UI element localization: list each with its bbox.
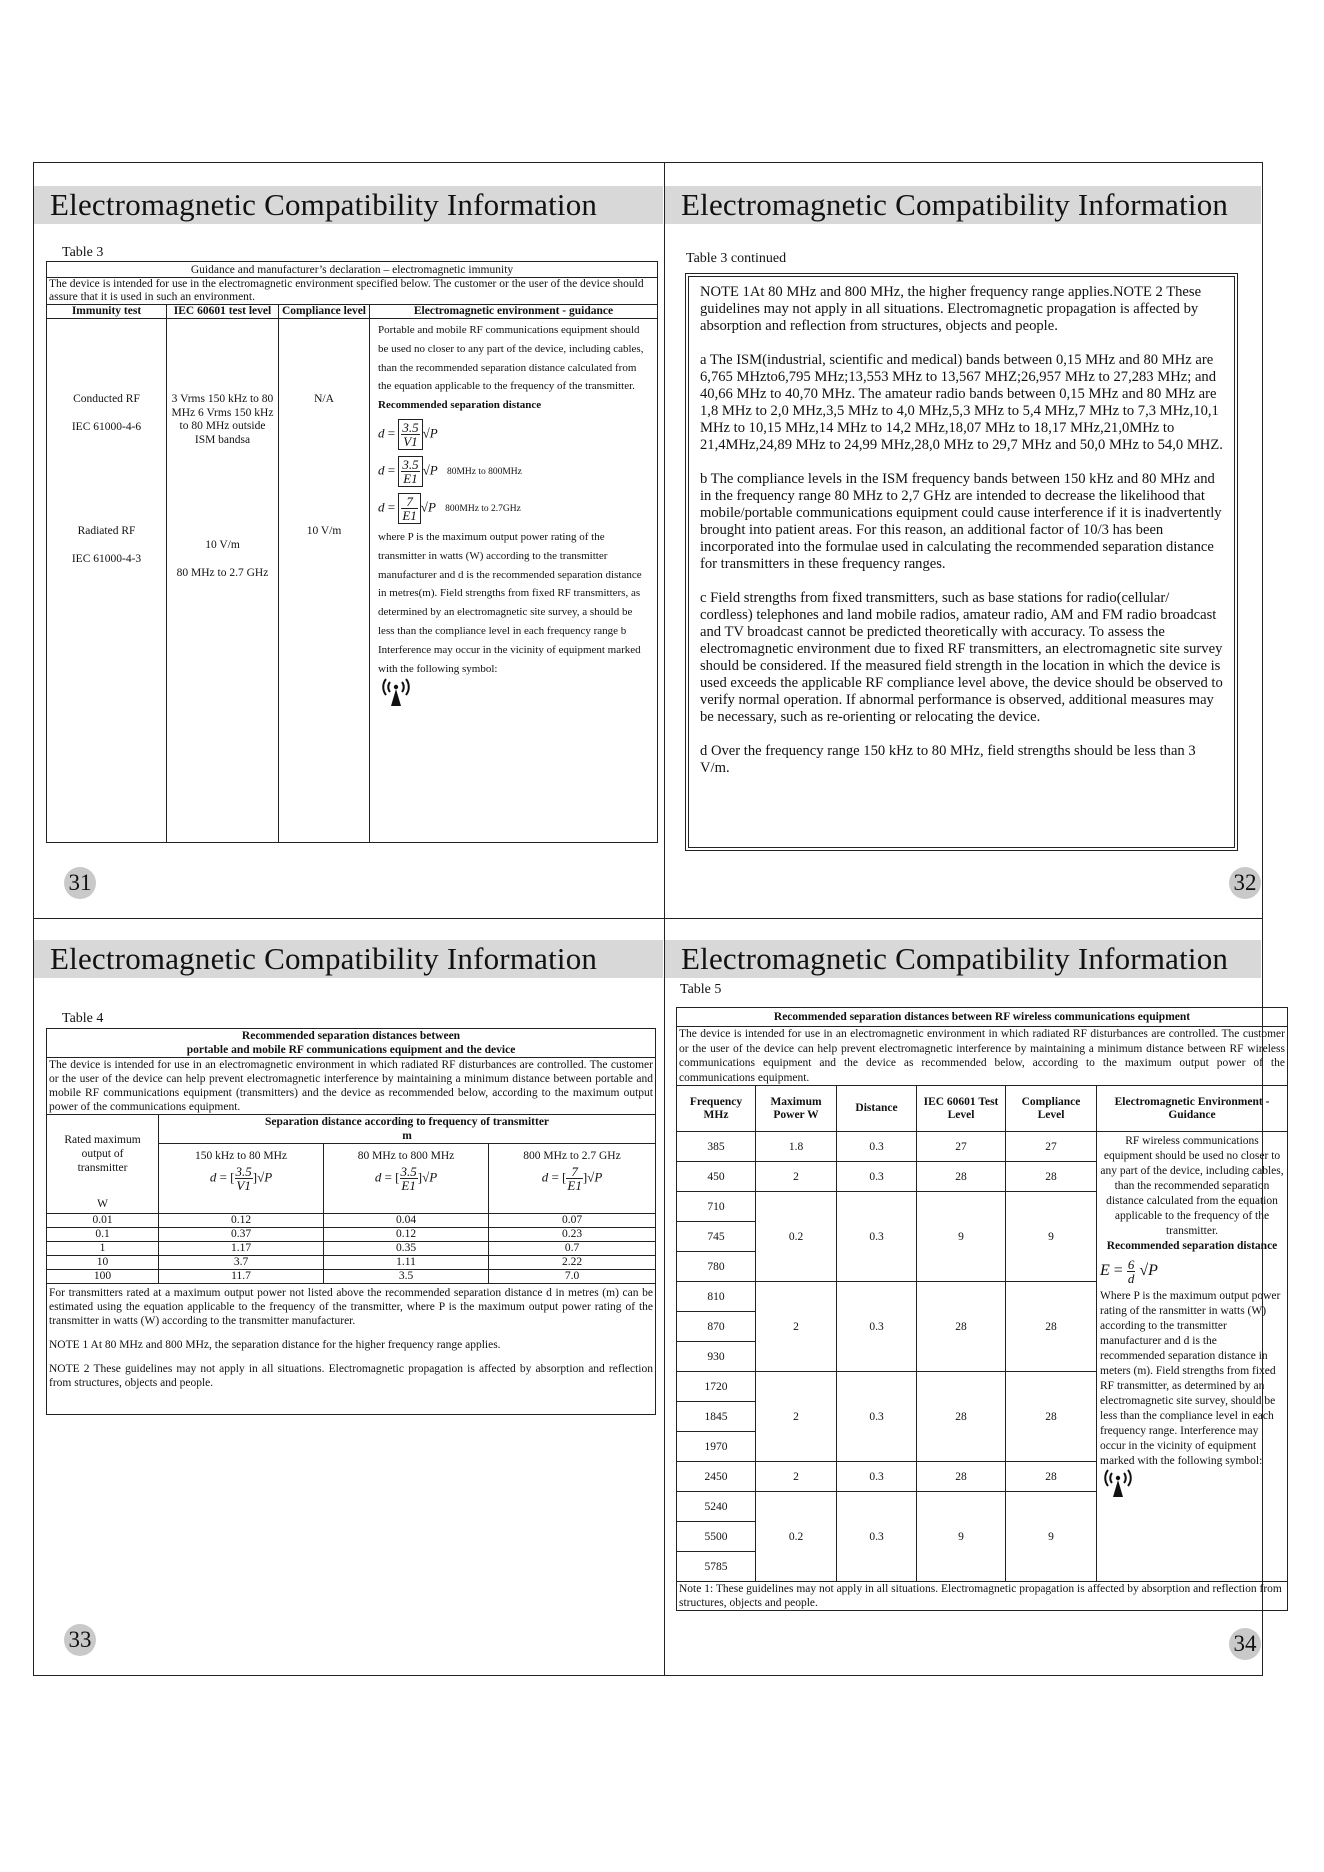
- conducted-level: 3 Vrms 150 kHz to 80 MHz 6 Vrms 150 kHz to 80 MHz outside ISM bandsa: [171, 393, 274, 446]
- formula-2: d = $\frac{3.5}{E1}$ √P 80MHz to 800MHz: [378, 456, 522, 486]
- page-number-32: 32: [1229, 867, 1261, 899]
- table5-compliance-cell: 28: [1006, 1162, 1097, 1192]
- table4-distance-cell: 7.0: [489, 1270, 656, 1284]
- table5-header-power: Maximum Power W: [756, 1086, 837, 1132]
- page-number-31: 31: [64, 867, 96, 899]
- note-d: d Over the frequency range 150 kHz to 80 MHz, field strengths should be less than 3 V/m.: [700, 743, 1196, 776]
- table3-notes-box: [685, 273, 1238, 851]
- table5-frequency-cell: 710: [677, 1192, 756, 1222]
- band-formula-3: d = [ $\frac{7}{E1}$ ]√P: [541, 1164, 603, 1193]
- table5-header-compliance: Compliance Level: [1006, 1086, 1097, 1132]
- table5-power-cell: 2: [756, 1372, 837, 1462]
- table4-row: [47, 1214, 656, 1228]
- table5-power-cell: 2: [756, 1162, 837, 1192]
- table5-test-cell: 28: [917, 1162, 1006, 1192]
- page-number-33: 33: [64, 1624, 96, 1656]
- table5-note: Note 1: These guidelines may not apply in all situations. Electromagnetic propagation is affected by absorption and reflection from structures, objects and people.: [677, 1582, 1288, 1611]
- banner-title-32: Electromagnetic Compatibility Information: [665, 186, 1261, 224]
- table5-compliance-cell: 28: [1006, 1462, 1097, 1492]
- sep-header: Separation distance according to frequency of transmitter: [264, 1116, 550, 1128]
- rec-sep-label: Recommended separation distance: [378, 399, 542, 412]
- table4-footer: For transmitters rated at a maximum output power not listed above the recommended separation distance d in metres (m) can be estimated using the equation applicable to the frequency of the transmitter, where P is the maximum output power rating of the transmitter in watts (W) according to the transmitter manufacturer.: [49, 1287, 653, 1327]
- band-formula-2: d = [ $\frac{3.5}{E1}$ ]√P: [374, 1164, 438, 1193]
- table3-header-guidance: Electromagnetic environment - guidance: [370, 305, 658, 319]
- table4-caption: Table 4: [62, 1011, 104, 1026]
- table5-compliance-cell: 9: [1006, 1492, 1097, 1582]
- table4-distance-cell: 0.04: [324, 1214, 489, 1228]
- table5-distance-cell: 0.3: [837, 1132, 917, 1162]
- table3-header-level: IEC 60601 test level: [167, 305, 279, 319]
- table4-row: [47, 1228, 656, 1242]
- table5-distance-cell: 0.3: [837, 1282, 917, 1372]
- table3-header-compliance: Compliance level: [279, 305, 370, 319]
- table4-distance-cell: 3.5: [324, 1270, 489, 1284]
- conducted-std: IEC 61000-4-6: [71, 421, 142, 433]
- table4-row: [47, 1256, 656, 1270]
- table5-frequency-cell: 810: [677, 1282, 756, 1312]
- table5-header-guidance: Electromagnetic Environment - Guidance: [1097, 1086, 1288, 1132]
- table4-power-cell: 1: [47, 1242, 159, 1256]
- table4-distance-cell: 1.11: [324, 1256, 489, 1270]
- horizontal-divider: [33, 918, 1263, 919]
- radiated-std: IEC 61000-4-3: [71, 553, 142, 565]
- banner-title-31: Electromagnetic Compatibility Information: [34, 186, 663, 224]
- table5-frequency-cell: 1845: [677, 1402, 756, 1432]
- table4-intro: The device is intended for use in an electromagnetic environment in which radiated RF disturbances are controlled. The customer or the user of the device can help prevent electromagnetic interference by maintaining a minimum distance between portable and mobile RF communications equipment (transmitters) and the device as recommended below, according to the maximum output power of the communications equipment.: [47, 1058, 656, 1115]
- table5-frequency-cell: 5500: [677, 1522, 756, 1552]
- table5-test-cell: 28: [917, 1462, 1006, 1492]
- table5-intro: The device is intended for use in an electromagnetic environment in which radiated RF disturbances are controlled. The customer or the user of the device can help prevent electromagnetic interference by maintaining a minimum distance between RF wireless communications equipment and the device as recommended below, according to the maximum output power of the communications equipment.: [677, 1027, 1288, 1086]
- formula-1: d = $\frac{3.5}{V1}$ √P: [378, 419, 438, 449]
- table4-distance-cell: 0.23: [489, 1228, 656, 1242]
- rated-label: Rated maximum output of transmitter: [64, 1134, 141, 1174]
- radiated-level: 10 V/m: [205, 539, 240, 551]
- table5-test-cell: 28: [917, 1282, 1006, 1372]
- rec-sep-label: Recommended separation distance: [1106, 1240, 1278, 1252]
- table4-distance-cell: 0.37: [159, 1228, 324, 1242]
- table5-guidance-cell: [1097, 1132, 1288, 1582]
- table5-header-frequency: Frequency MHz: [677, 1086, 756, 1132]
- table4-distance-cell: 0.12: [159, 1214, 324, 1228]
- page-number-34: 34: [1229, 1628, 1261, 1660]
- note-a: a The ISM(industrial, scientific and medical) bands between 0,15 MHz and 80 MHz are 6,765 MHzto6,795 MHz;13,553 MHz to 13,567 MHZ;26,957 MHz to 27,283 MHz; and 40,66 MHz to 40,70 MHz. The amateur radio bands between 0,15 MHz and 80 MHz are 1,8 MHz to 2,0 MHz,3,5 MHz to 4,0 MHz,5,3 MHz to 5,4 MHz,7 MHz to 7,3 MHz,10,1 MHz to 10,15 MHz,14 MHz to 14,2 MHz,18,07 MHz to 18,17 MHz,21,0MHz to 21,4MHz,24,89 MHz to 24,99 MHz,28,0 MHz to 29,7 MHz and 50,0 MHz to 54,0 MHZ.: [700, 352, 1223, 453]
- table3: [46, 261, 658, 843]
- radiated-range: 80 MHz to 2.7 GHz: [176, 567, 269, 579]
- table3-continued-caption: Table 3 continued: [686, 251, 787, 266]
- table5-row: [677, 1132, 1288, 1162]
- table5-compliance-cell: 9: [1006, 1192, 1097, 1282]
- table4-power-cell: 0.1: [47, 1228, 159, 1242]
- table5-frequency-cell: 1970: [677, 1432, 756, 1462]
- table5-compliance-cell: 28: [1006, 1282, 1097, 1372]
- vertical-divider: [664, 162, 665, 1676]
- table5-frequency-cell: 5785: [677, 1552, 756, 1582]
- table5-frequency-cell: 5240: [677, 1492, 756, 1522]
- table5-distance-cell: 0.3: [837, 1372, 917, 1462]
- table5-frequency-cell: 450: [677, 1162, 756, 1192]
- table4-power-cell: 100: [47, 1270, 159, 1284]
- table4-distance-cell: 0.35: [324, 1242, 489, 1256]
- banner-title-34: Electromagnetic Compatibility Information: [665, 940, 1261, 978]
- formula-e: E = $\frac{6}{d}$ √P: [1100, 1257, 1158, 1286]
- table4-row: [47, 1242, 656, 1256]
- formula-3: d = $\frac{7}{E1}$ √P 800MHz to 2.7GHz: [378, 493, 521, 523]
- table5-caption: Table 5: [680, 982, 722, 997]
- table5-distance-cell: 0.3: [837, 1492, 917, 1582]
- band-3: 800 MHz to 2.7 GHz: [523, 1150, 621, 1162]
- table4-distance-cell: 0.7: [489, 1242, 656, 1256]
- table5-power-cell: 1.8: [756, 1132, 837, 1162]
- table5-distance-cell: 0.3: [837, 1462, 917, 1492]
- table5-compliance-cell: 28: [1006, 1372, 1097, 1462]
- table3-header-test: Immunity test: [47, 305, 167, 319]
- table5-test-cell: 28: [917, 1372, 1006, 1462]
- conducted-compliance: N/A: [314, 393, 334, 405]
- table5-power-cell: 0.2: [756, 1492, 837, 1582]
- note-b: b The compliance levels in the ISM frequency bands between 150 kHz and 80 MHz and in the frequency range 80 MHz to 2,7 GHz are intended to decrease the likelihood that mobile/portable communications equipment could cause interference if it is inadvertently brought into patient areas. For this reason, an additional factor of 10/3 has been incorporated into the formulae used in calculating the recommended separation distance for transmitters in these frequency ranges.: [700, 471, 1222, 572]
- table5-title: Recommended separation distances between RF wireless communications equipment: [677, 1008, 1288, 1027]
- table3-intro: The device is intended for use in the electromagnetic environment specified below. The customer or the user of the device should assure that it is used in such an environment.: [47, 278, 658, 305]
- radiated-compliance: 10 V/m: [306, 525, 342, 537]
- table5-distance-cell: 0.3: [837, 1192, 917, 1282]
- rated-unit: W: [97, 1198, 108, 1210]
- table5-frequency-cell: 870: [677, 1312, 756, 1342]
- note-paragraph: NOTE 1At 80 MHz and 800 MHz, the higher frequency range applies.NOTE 2 These guidelines may not apply in all situations. Electromagnetic propagation is affected by absorption and reflection from structures, objects and people.: [700, 284, 1202, 334]
- table4: [46, 1028, 656, 1415]
- table3-title: Guidance and manufacturer’s declaration – electromagnetic immunity: [47, 262, 658, 278]
- table5-distance-cell: 0.3: [837, 1162, 917, 1192]
- radiation-symbol-icon: [1100, 1469, 1284, 1499]
- table5-frequency-cell: 385: [677, 1132, 756, 1162]
- band-1: 150 kHz to 80 MHz: [195, 1150, 287, 1162]
- guidance-intro: Portable and mobile RF communications equipment should be used no closer to any part of the device, including cables, than the recommended separation distance calculated from the equation applicable to the frequency of the transmitter.: [378, 324, 644, 393]
- table4-distance-cell: 1.17: [159, 1242, 324, 1256]
- note-c: c Field strengths from fixed transmitters, such as base stations for radio(cellular/ cordless) telephones and land mobile radios, amateur radio, AM and FM radio broadcast and TV broadcast cannot be predicted theoretically with accuracy. To assess the electromagnetic environment due to fixed RF transmitters, an electromagnetic site survey should be considered. If the measured field strength in the location in which the device is used exceeds the applicable RF compliance level above, the device should be observed to verify normal operation. If abnormal performance is observed, additional measures may be necessary, such as re-orienting or relocating the device.: [700, 590, 1223, 725]
- table4-note2: NOTE 2 These guidelines may not apply in all situations. Electromagnetic propagation is affected by absorption and reflection from structures, objects and people.: [49, 1363, 653, 1389]
- table5-frequency-cell: 780: [677, 1252, 756, 1282]
- table5-test-cell: 27: [917, 1132, 1006, 1162]
- table5-frequency-cell: 930: [677, 1342, 756, 1372]
- guidance-top: RF wireless communications equipment should be used no closer to any part of the device, including cables, than the recommended separation distance calculated from the equation applicable to the frequency of the transmitter.: [1100, 1135, 1284, 1237]
- radiated-test: Radiated RF: [77, 525, 136, 537]
- radiation-symbol-icon: [378, 678, 649, 708]
- table5: [676, 1007, 1288, 1611]
- table5-power-cell: 2: [756, 1282, 837, 1372]
- table5-frequency-cell: 1720: [677, 1372, 756, 1402]
- band-2: 80 MHz to 800 MHz: [357, 1150, 455, 1162]
- table4-power-cell: 0.01: [47, 1214, 159, 1228]
- sep-unit: m: [402, 1130, 412, 1142]
- table4-row: [47, 1270, 656, 1284]
- table5-test-cell: 9: [917, 1492, 1006, 1582]
- table4-distance-cell: 3.7: [159, 1256, 324, 1270]
- table4-distance-cell: 0.12: [324, 1228, 489, 1242]
- table5-power-cell: 0.2: [756, 1192, 837, 1282]
- table5-compliance-cell: 27: [1006, 1132, 1097, 1162]
- table4-note1: NOTE 1 At 80 MHz and 800 MHz, the separation distance for the higher frequency range applies.: [49, 1339, 501, 1351]
- table5-power-cell: 2: [756, 1462, 837, 1492]
- table5-header-test-level: IEC 60601 Test Level: [917, 1086, 1006, 1132]
- table5-test-cell: 9: [917, 1192, 1006, 1282]
- guidance-bottom: Where P is the maximum output power rating of the ransmitter in watts (W) according to the transmitter manufacturer and d is the recommended separation distance in meters (m). Field strengths from fixed RF transmitter, as determined by an electromagnetic site survey, should be less than the compliance level in each frequency range. Interference may occur in the vicinity of equipment marked with the following symbol:: [1100, 1290, 1281, 1467]
- interference-note: Interference may occur in the vicinity of equipment marked with the following symbol:: [378, 643, 641, 675]
- table5-frequency-cell: 2450: [677, 1462, 756, 1492]
- table5-header-distance: Distance: [837, 1086, 917, 1132]
- table4-title-2: portable and mobile RF communications equipment and the device: [186, 1044, 516, 1056]
- banner-title-33: Electromagnetic Compatibility Information: [34, 940, 663, 978]
- table4-power-cell: 10: [47, 1256, 159, 1270]
- table4-distance-cell: 2.22: [489, 1256, 656, 1270]
- table4-distance-cell: 11.7: [159, 1270, 324, 1284]
- table4-distance-cell: 0.07: [489, 1214, 656, 1228]
- band-formula-1: d = [ $\frac{3.5}{V1}$ ]√P: [209, 1164, 273, 1193]
- guidance-after: where P is the maximum output power rating of the transmitter in watts (W) according to the transmitter manufacturer and d is the recommended separation distance in metres(m). Field strengths from fixed RF transmitters, as determined by an electromagnetic site survey, a should be less than the compliance level in each frequency range b: [378, 530, 642, 637]
- conducted-test: Conducted RF: [73, 393, 140, 405]
- table3-caption: Table 3: [62, 245, 104, 260]
- table4-title-1: Recommended separation distances between: [241, 1030, 461, 1042]
- table5-frequency-cell: 745: [677, 1222, 756, 1252]
